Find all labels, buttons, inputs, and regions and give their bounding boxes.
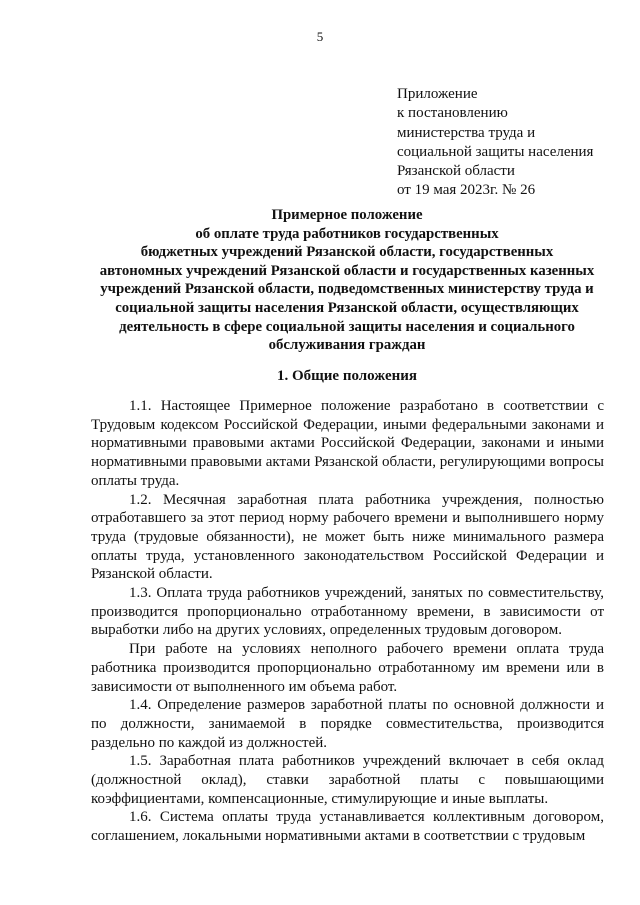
title-line: социальной защиты населения Рязанской области, осуществляющих (115, 299, 579, 316)
title-line: учреждений Рязанской области, подведомственных министерству труда и (100, 281, 594, 298)
page-number: 5 (316, 29, 324, 44)
approval-line: к постановлению (397, 105, 508, 122)
title-line: автономных учреждений Рязанской области и государственных казенных (99, 262, 595, 279)
title-line: деятельность в сфере социальной защиты населения и социального (119, 318, 575, 335)
approval-line: Рязанской области (397, 163, 515, 180)
paragraph: 1.4. Определение размеров заработной платы по основной должности и по должности, занимаемой в порядке совместительства, производится раздельно по каждой из должностей. (91, 697, 604, 751)
section-body (91, 397, 604, 846)
approval-line: министерства труда и (397, 124, 536, 141)
paragraph: 1.1. Настоящее Примерное положение разработано в соответствии с Трудовым кодексом Российской Федерации, иными федеральными законами и нормативными правовыми актами Российской Федерации, законами и иными нормативными правовыми актами Рязанской области, регулирующими вопросы оплаты труда. (91, 398, 604, 489)
approval-line: социальной защиты населения (397, 143, 594, 160)
title-line: Примерное положение (271, 207, 423, 223)
approval-line: от 19 мая 2023г. № 26 (397, 182, 536, 199)
paragraph: 1.6. Система оплаты труда устанавливается коллективным договором, соглашением, локальными нормативными актами в соответствии с трудовым (91, 809, 604, 845)
paragraph: 1.5. Заработная плата работников учреждений включает в себя оклад (должностной оклад), ставки заработной платы с повышающими коэффициентами, компенсационные, стимулирующие и иные выплаты. (91, 753, 604, 807)
title-line: об оплате труда работников государственных (195, 225, 499, 242)
paragraph: При работе на условиях неполного рабочего времени оплата труда работника производится пропорционально отработанному им времени или в зависимости от выполненного им объема работ. (91, 641, 604, 695)
approval-line: Приложение (397, 86, 478, 102)
section-heading: 1. Общие положения (276, 368, 418, 384)
title-line: обслуживания граждан (268, 337, 426, 354)
paragraph: 1.3. Оплата труда работников учреждений, занятых по совместительству, производится пропорционально отработанному времени, в зависимости от выработки либо на других условиях, определенных трудовым договором. (91, 585, 604, 639)
approval-block (397, 85, 627, 201)
paragraph: 1.2. Месячная заработная плата работника учреждения, полностью отработавшего за этот период норму рабочего времени и выполнившего норму труда (трудовые обязанности), не может быть ниже минимального размера оплаты труда, установленного законодательством Российской Федерации и Рязанской области. (91, 491, 604, 583)
title-line: бюджетных учреждений Рязанской области, государственных (140, 244, 554, 261)
document-title (88, 206, 606, 355)
